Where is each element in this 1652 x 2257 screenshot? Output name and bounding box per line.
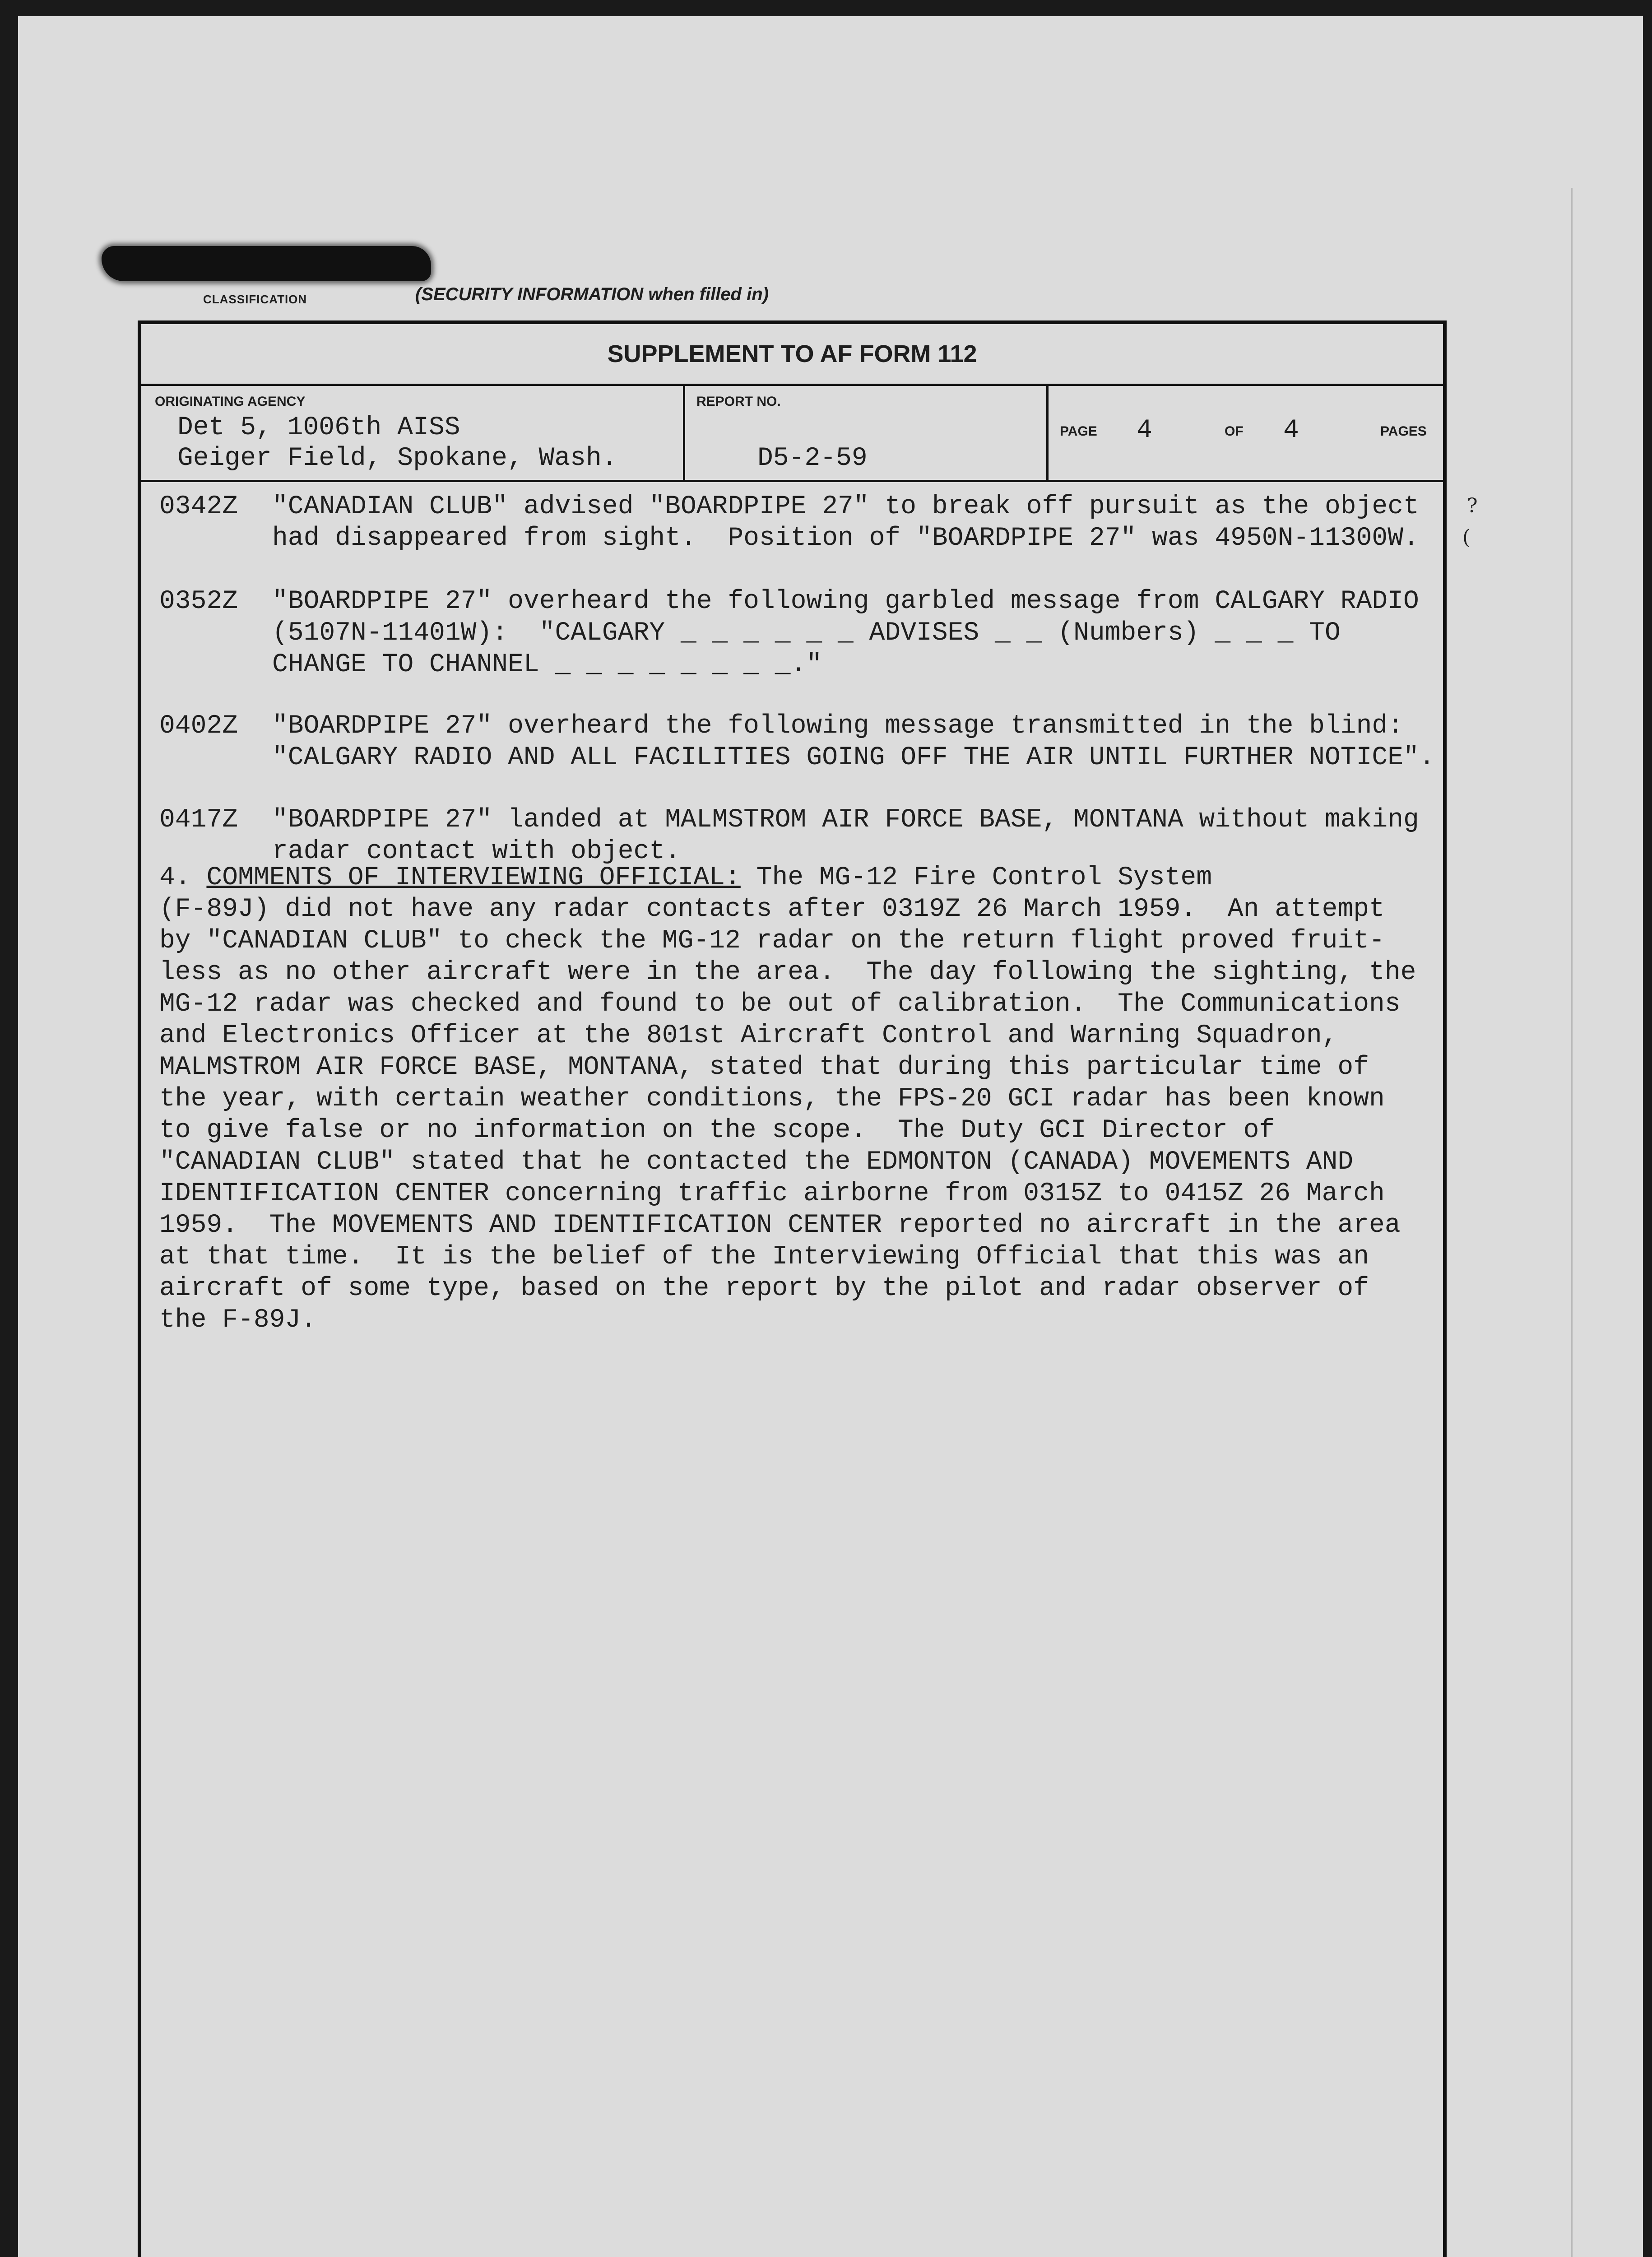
classification-label-top: CLASSIFICATION: [203, 293, 307, 306]
entry-line: "BOARDPIPE 27" overheard the following message transmitted in the blind:: [272, 711, 1404, 741]
paragraph-number: 4.: [159, 863, 191, 892]
comments-heading: COMMENTS OF INTERVIEWING OFFICIAL:: [206, 863, 741, 892]
entry-time: 0417Z: [159, 805, 238, 835]
entry-line: (5107N-11401W): "CALGARY _ _ _ _ _ _ ADVISES _ _ (Numbers) _ _ _ TO: [272, 618, 1341, 648]
comments-line: at that time. It is the belief of the Interviewing Official that this was an: [159, 1242, 1369, 1272]
comments-line: "CANADIAN CLUB" stated that he contacted the EDMONTON (CANADA) MOVEMENTS AND: [159, 1147, 1354, 1177]
originating-agency-line-2: Geiger Field, Spokane, Wash.: [177, 444, 617, 473]
comments-line: the year, with certain weather conditions, the FPS-20 GCI radar has been known: [159, 1084, 1385, 1114]
supplement-form: [138, 320, 1447, 2257]
page-edge-line: [1571, 188, 1573, 2257]
security-info-top: (SECURITY INFORMATION when filled in): [415, 284, 769, 304]
originating-agency-label: ORIGINATING AGENCY: [155, 394, 306, 409]
report-no-label: REPORT NO.: [696, 394, 781, 409]
form-title: SUPPLEMENT TO AF FORM 112: [607, 340, 977, 367]
comments-line: by "CANADIAN CLUB" to check the MG-12 radar on the return flight proved fruit-: [159, 926, 1385, 956]
entry-line: "BOARDPIPE 27" overheard the following garbled message from CALGARY RADIO: [272, 587, 1419, 616]
comments-line: aircraft of some type, based on the report by the pilot and radar observer of: [159, 1274, 1369, 1303]
entry-line: "CANADIAN CLUB" advised "BOARDPIPE 27" to break off pursuit as the object: [272, 492, 1419, 521]
page-label: PAGE: [1060, 424, 1097, 439]
comments-line: to give false or no information on the scope. The Duty GCI Director of: [159, 1116, 1275, 1145]
comments-line: (F-89J) did not have any radar contacts after 0319Z 26 March 1959. An attempt: [159, 895, 1385, 924]
comments-line: 1959. The MOVEMENTS AND IDENTIFICATION CENTER reported no aircraft in the area: [159, 1211, 1401, 1240]
entry-line: "BOARDPIPE 27" landed at MALMSTROM AIR FORCE BASE, MONTANA without making: [272, 805, 1419, 835]
originating-agency-line-1: Det 5, 1006th AISS: [177, 413, 460, 442]
entry-time: 0402Z: [159, 711, 238, 741]
entry-time: 0352Z: [159, 587, 238, 616]
entry-time: 0342Z: [159, 492, 238, 521]
comments-first-line: [159, 862, 1212, 894]
of-label: OF: [1225, 424, 1244, 439]
originating-agency-cell: [141, 386, 685, 480]
report-no-cell: [685, 386, 1049, 480]
comments-paragraph: [159, 862, 1416, 1399]
page-cell: [1049, 386, 1443, 480]
comments-line: the F-89J.: [159, 1305, 317, 1335]
entry-line: "CALGARY RADIO AND ALL FACILITIES GOING OFF THE AIR UNTIL FURTHER NOTICE".: [272, 743, 1435, 772]
comments-line: IDENTIFICATION CENTER concerning traffic airborne from 0315Z to 0415Z 26 March: [159, 1179, 1385, 1208]
comments-line: MG-12 radar was checked and found to be out of calibration. The Communications: [159, 989, 1401, 1019]
entry-line: CHANGE TO CHANNEL _ _ _ _ _ _ _ _.": [272, 650, 822, 679]
page-number: 4: [1137, 416, 1152, 445]
report-no-value: D5-2-59: [757, 444, 868, 473]
comments-line: MALMSTROM AIR FORCE BASE, MONTANA, stated that during this particular time of: [159, 1053, 1369, 1082]
comments-first-line-text: The MG-12 Fire Control System: [756, 863, 1212, 892]
form-title-row: [141, 324, 1443, 386]
form-header-row: [141, 386, 1443, 482]
pages-label: PAGES: [1380, 424, 1427, 439]
margin-mark-2: (: [1462, 526, 1471, 549]
entry-line: radar contact with object.: [272, 837, 681, 866]
comments-line: and Electronics Officer at the 801st Aircraft Control and Warning Squadron,: [159, 1021, 1338, 1050]
margin-mark: ?: [1467, 494, 1478, 517]
page-total: 4: [1283, 416, 1299, 445]
classification-redaction-top: [102, 246, 431, 281]
entry-line: had disappeared from sight. Position of "BOARDPIPE 27" was 4950N-11300W.: [272, 524, 1419, 553]
comments-line: less as no other aircraft were in the area. The day following the sighting, the: [159, 958, 1416, 987]
